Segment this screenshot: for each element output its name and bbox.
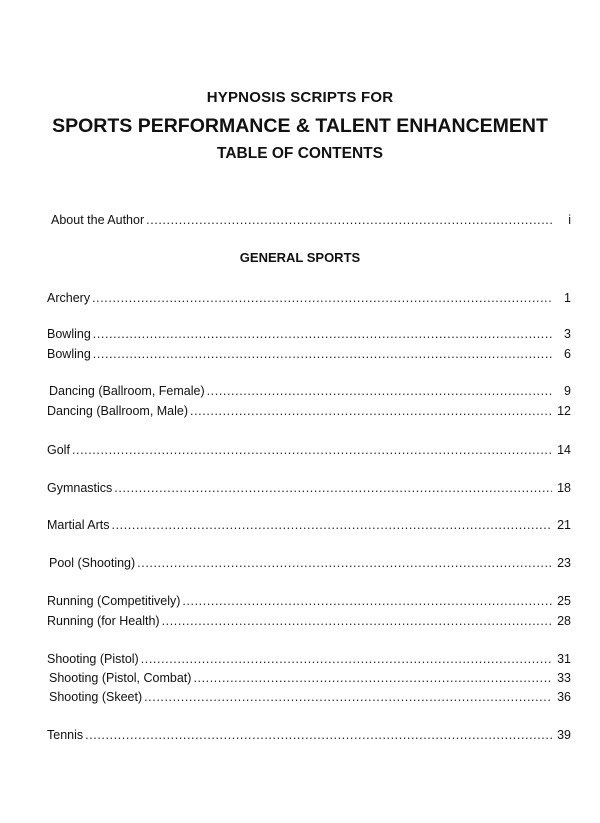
dot-leader [93, 346, 552, 362]
toc-entry [49, 689, 571, 705]
toc-entry-page: 25 [557, 594, 571, 608]
toc-entry-label: Gymnastics [47, 481, 113, 495]
dot-leader [114, 480, 552, 496]
dot-leader [141, 651, 552, 667]
toc-entry-label: Dancing (Ballroom, Male) [47, 404, 189, 418]
toc-entry-label: Shooting (Skeet) [49, 690, 143, 704]
toc-entry-label: Shooting (Pistol, Combat) [49, 671, 192, 685]
dot-leader [137, 555, 552, 571]
document-subtitle: TABLE OF CONTENTS [217, 145, 383, 162]
document-title: SPORTS PERFORMANCE & TALENT ENHANCEMENT [52, 115, 548, 137]
toc-entry-page: i [568, 213, 571, 227]
section-heading: GENERAL SPORTS [239, 250, 361, 265]
toc-entry [47, 290, 571, 306]
toc-entry [47, 442, 571, 458]
toc-entry [47, 403, 571, 419]
toc-entry-label: About the Author [51, 213, 145, 227]
dot-leader [182, 593, 552, 609]
toc-entry-label: Pool (Shooting) [49, 556, 136, 570]
dot-leader [93, 326, 552, 342]
dot-leader [72, 442, 552, 458]
toc-entry-label: Running (for Health) [47, 614, 160, 628]
toc-entry [47, 593, 571, 609]
toc-entry [49, 670, 571, 686]
dot-leader [85, 727, 552, 743]
toc-entry-label: Dancing (Ballroom, Female) [49, 384, 205, 398]
toc-entry [47, 651, 571, 667]
toc-entry-page: 28 [557, 614, 571, 628]
toc-entry [47, 326, 571, 342]
toc-entry [47, 517, 571, 533]
dot-leader [207, 383, 552, 399]
toc-entry-page: 33 [557, 671, 571, 685]
dot-leader [146, 212, 552, 228]
toc-entry-page: 21 [557, 518, 571, 532]
toc-entry-label: Bowling [47, 347, 91, 361]
toc-entry-page: 6 [564, 347, 571, 361]
toc-entry-page: 14 [557, 443, 571, 457]
toc-entry-page: 31 [557, 652, 571, 666]
toc-entry-about-author [51, 212, 571, 228]
toc-entry-label: Archery [47, 291, 91, 305]
toc-entry-page: 3 [564, 327, 571, 341]
toc-entry-page: 1 [564, 291, 571, 305]
toc-entry-page: 36 [557, 690, 571, 704]
toc-entry-label: Shooting (Pistol) [47, 652, 139, 666]
toc-entry [47, 480, 571, 496]
dot-leader [112, 517, 552, 533]
toc-entry-page: 9 [564, 384, 571, 398]
toc-entry [49, 383, 571, 399]
toc-entry-label: Martial Arts [47, 518, 110, 532]
toc-entry-page: 18 [557, 481, 571, 495]
dot-leader [144, 689, 552, 705]
dot-leader [162, 613, 552, 629]
toc-entry-label: Bowling [47, 327, 91, 341]
toc-entry [47, 727, 571, 743]
dot-leader [190, 403, 552, 419]
toc-entry-page: 39 [557, 728, 571, 742]
document-supertitle: HYPNOSIS SCRIPTS FOR [206, 89, 394, 106]
toc-entry-label: Golf [47, 443, 70, 457]
toc-entry-page: 12 [557, 404, 571, 418]
dot-leader [92, 290, 552, 306]
toc-entry [49, 555, 571, 571]
toc-entry-page: 23 [557, 556, 571, 570]
toc-entry [47, 613, 571, 629]
dot-leader [193, 670, 552, 686]
toc-entry-label: Running (Competitively) [47, 594, 181, 608]
toc-entry-label: Tennis [47, 728, 84, 742]
toc-entry [47, 346, 571, 362]
